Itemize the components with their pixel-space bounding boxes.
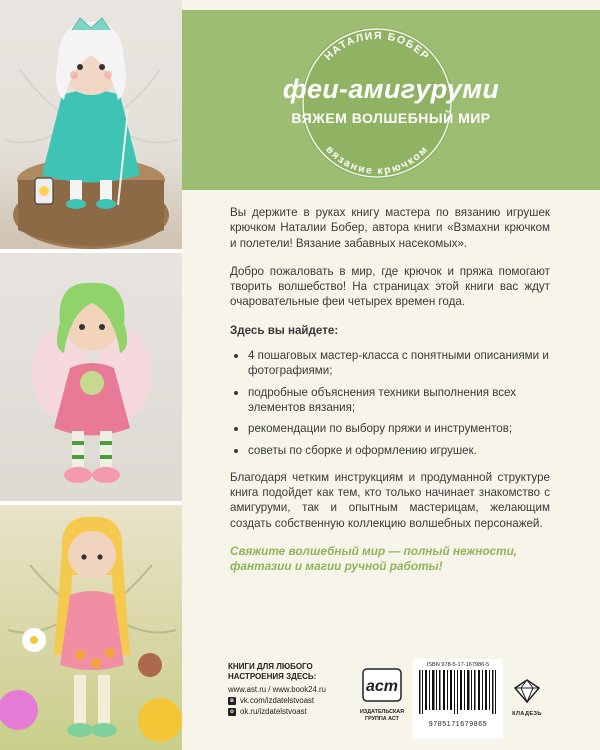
- welcome-paragraph: Добро пожаловать в мир, где крючок и пряжа помогают творить волшебство! На страницах этой книги вас ждут очаровательные феи четырех времен года.: [230, 264, 550, 309]
- ok-row[interactable]: [228, 706, 363, 717]
- svg-text:аст: аст: [365, 678, 399, 695]
- book-subtitle: ВЯЖЕМ ВОЛШЕБНЫЙ МИР: [291, 110, 491, 126]
- publisher-label: ИЗДАТЕЛЬСКАЯ ГРУППА АСТ: [359, 709, 405, 722]
- author-name: НАТАЛИЯ БОБЕР: [322, 29, 432, 63]
- barcode-number: 9785171679865: [428, 721, 488, 728]
- features-list: [230, 348, 550, 458]
- barcode-icon: [413, 668, 503, 716]
- list-item: советы по сборке и оформлению игрушек.: [230, 443, 550, 458]
- description: [230, 205, 550, 588]
- list-item: 4 пошаговых мастер-класса с понятными описаниями и фотографиями;: [230, 348, 550, 379]
- closing-tagline: Свяжите волшебный мир — полный нежности, фантазии и магии ручной работы!: [230, 544, 518, 574]
- structure-paragraph: Благодаря четким инструкциям и продуманной структуре книга подойдет как тем, кто только начинает знакомство с амигуруми, так и опытным мастерицам, желающим создать собственную коллекцию волшебных персонажей.: [230, 470, 550, 530]
- bullet-icon: [234, 391, 238, 395]
- book-title: феи-амигуруми: [282, 74, 500, 104]
- ast-logo: [362, 668, 402, 702]
- publisher-block: [352, 668, 412, 723]
- sites-link[interactable]: www.ast.ru / www.book24.ru: [228, 685, 326, 694]
- list-item: рекомендации по выбору пряжи и инструментов;: [230, 421, 550, 436]
- barcode-block: [413, 659, 503, 739]
- imprint-block: [505, 678, 549, 717]
- bullet-icon: [234, 354, 238, 358]
- bullet-icon: [234, 427, 238, 431]
- list-heading: Здесь вы найдете:: [230, 323, 339, 337]
- imprint-label: КЛАДЕЗЬ: [512, 711, 542, 717]
- photo-column: [0, 0, 182, 750]
- ok-icon: о: [228, 708, 236, 716]
- ok-link[interactable]: ok.ru/izdatelstvoast: [240, 707, 307, 716]
- vk-row[interactable]: [228, 695, 363, 706]
- vk-icon: в: [228, 697, 236, 705]
- books-title: КНИГИ ДЛЯ ЛЮБОГО НАСТРОЕНИЯ ЗДЕСЬ:: [228, 662, 317, 681]
- footer-links: [228, 662, 363, 717]
- fairy-photo-blue: [0, 0, 182, 249]
- bullet-icon: [234, 449, 238, 453]
- list-item: подробные объяснения техники выполнения всех элементов вязания;: [230, 385, 550, 416]
- isbn-text: ISBN 978-5-17-167986-5: [426, 662, 490, 668]
- vk-link[interactable]: vk.com/izdatelstvoast: [240, 696, 315, 705]
- fairy-photo-yellow: [0, 505, 182, 750]
- intro-paragraph: Вы держите в руках книгу мастера по вязанию игрушек крючком Наталии Бобер, автора книги «Взмахни крючком и полетели! Вязание забавных насекомых».: [230, 206, 550, 250]
- badge-subtitle: вязание крючком: [323, 143, 431, 178]
- fairy-photo-pink: [0, 253, 182, 501]
- diamond-logo-icon: [513, 678, 541, 704]
